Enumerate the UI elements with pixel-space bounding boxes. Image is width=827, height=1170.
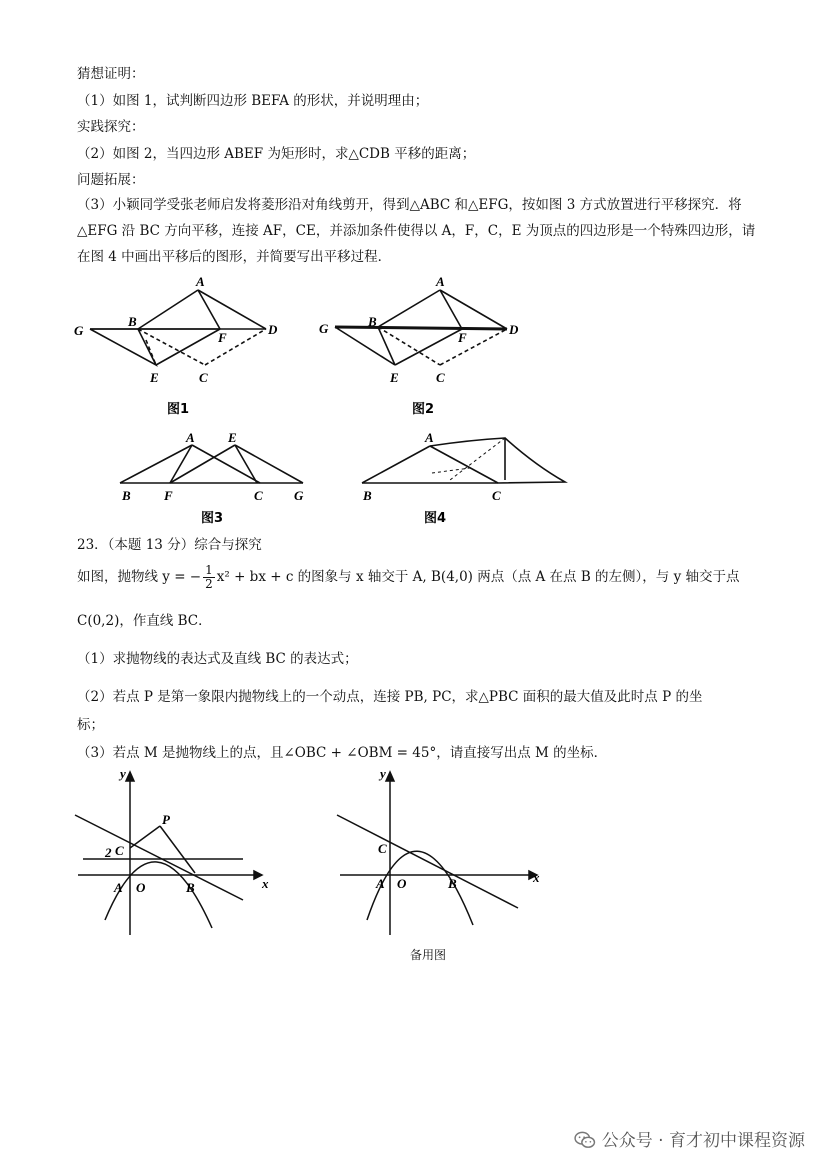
section-heading-extension: 问题拓展： bbox=[77, 172, 145, 188]
question-1: （1）如图 1，试判断四边形 BEFA 的形状，并说明理由； bbox=[77, 93, 429, 109]
fig2-label-a: A bbox=[436, 274, 445, 289]
figure-4-caption: 图4 bbox=[424, 511, 447, 526]
graph1-y-label: y bbox=[120, 766, 126, 781]
fig1-label-g: G bbox=[74, 323, 84, 338]
wechat-icon bbox=[574, 1131, 596, 1149]
figure-2-caption: 图2 bbox=[412, 402, 435, 417]
question-23-part-1: （1）求抛物线的表达式及直线 BC 的表达式； bbox=[77, 651, 358, 667]
fig2-label-b: B bbox=[368, 314, 377, 329]
fig4-label-c: C bbox=[492, 488, 501, 503]
question-23-intro bbox=[77, 562, 740, 592]
fig2-label-e: E bbox=[390, 370, 399, 385]
fig4-label-a: A bbox=[425, 430, 434, 445]
fig3-label-e: E bbox=[228, 430, 237, 445]
fraction-numerator: 1 bbox=[205, 563, 213, 577]
wechat-footer bbox=[574, 1126, 805, 1151]
graph2-c-label: C bbox=[378, 841, 387, 856]
figure-4-labels bbox=[362, 430, 501, 503]
graph-spare-labels bbox=[375, 766, 540, 891]
graph1-a-label: A bbox=[114, 880, 123, 895]
graph1-c-label: C bbox=[115, 843, 124, 858]
fraction-denominator: 2 bbox=[205, 577, 213, 591]
graph-main bbox=[75, 772, 262, 935]
graph1-x-label: x bbox=[262, 876, 269, 891]
graph2-x-label: x bbox=[533, 870, 540, 885]
figure-1-caption: 图1 bbox=[167, 402, 190, 417]
question-23-part-2: （2）若点 P 是第一象限内抛物线上的一个动点，连接 PB, PC，求△PBC 面积的最大值及此时点 P 的坐 bbox=[77, 689, 703, 705]
fraction-half bbox=[203, 564, 215, 591]
figure-3-labels bbox=[121, 430, 304, 503]
graph1-b-label: B bbox=[186, 880, 195, 895]
graph2-a-label: A bbox=[376, 876, 385, 891]
fig2-label-f: F bbox=[458, 330, 467, 345]
section-heading-conjecture: 猜想证明： bbox=[77, 66, 145, 82]
fig1-label-b: B bbox=[128, 314, 137, 329]
fig3-label-c: C bbox=[254, 488, 263, 503]
fig4-label-b: B bbox=[363, 488, 372, 503]
question-23-intro-cont: C(0,2)，作直线 BC． bbox=[77, 613, 212, 629]
fig3-label-b: B bbox=[122, 488, 131, 503]
graph-spare bbox=[337, 772, 537, 935]
section-heading-practice: 实践探究： bbox=[77, 119, 145, 135]
figure-3-caption: 图3 bbox=[201, 511, 224, 526]
fig1-label-c: C bbox=[199, 370, 208, 385]
fig3-label-g: G bbox=[294, 488, 304, 503]
graph1-p-label: P bbox=[162, 812, 170, 827]
figure-2 bbox=[335, 290, 507, 365]
graph2-o-label: O bbox=[397, 876, 407, 891]
question-23-title: 23．（本题 13 分）综合与探究 bbox=[77, 537, 262, 553]
fig1-label-f: F bbox=[218, 330, 227, 345]
fig2-label-d: D bbox=[509, 322, 519, 337]
question-3: （3）小颖同学受张老师启发将菱形沿对角线剪开，得到△ABC 和△EFG，按如图 3 方式放置进行平移探究．将△EFG 沿 BC 方向平移，连接 AF，CE，并添加条件使得以 A，F，C，E 为顶点的四边形是一个特殊四边形，请在图 4 中画出平移后的图形，并简要写出平移过程． bbox=[77, 197, 756, 265]
graph1-o-label: O bbox=[136, 880, 146, 895]
graph2-b-label: B bbox=[448, 876, 457, 891]
figure-4 bbox=[362, 438, 565, 483]
figure-3 bbox=[120, 445, 303, 483]
fig3-label-a: A bbox=[186, 430, 195, 445]
figure-1 bbox=[90, 290, 266, 365]
question-23-part-2-cont: 标； bbox=[77, 717, 104, 733]
fig3-label-f: F bbox=[164, 488, 173, 503]
fig1-label-e: E bbox=[150, 370, 159, 385]
spare-graph-caption: 备用图 bbox=[410, 948, 447, 962]
fig2-label-g: G bbox=[319, 321, 329, 336]
intro-part-a: 如图，抛物线 y = − bbox=[77, 569, 202, 585]
graph1-two-label: 2 bbox=[105, 845, 112, 860]
graph2-y-label: y bbox=[380, 766, 386, 781]
footer-text: 公众号 · 育才初中课程资源 bbox=[601, 1131, 805, 1151]
question-2: （2）如图 2，当四边形 ABEF 为矩形时，求△CDB 平移的距离； bbox=[77, 146, 476, 162]
fig2-label-c: C bbox=[436, 370, 445, 385]
intro-part-b: x² + bx + c 的图象与 x 轴交于 A, B(4,0) 两点（点 A 在点 B 的左侧），与 y 轴交于点 bbox=[216, 569, 740, 585]
fig1-label-a: A bbox=[196, 274, 205, 289]
fig1-label-d: D bbox=[268, 322, 278, 337]
question-23-part-3: （3）若点 M 是抛物线上的点，且∠OBC + ∠OBM = 45°，请直接写出点 M 的坐标． bbox=[77, 745, 608, 761]
geometry-figures bbox=[0, 270, 827, 540]
